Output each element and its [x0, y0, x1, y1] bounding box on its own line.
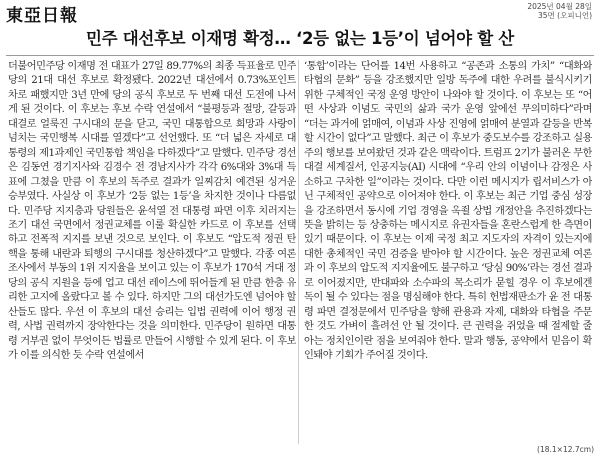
newspaper-masthead: 東亞日報 [6, 6, 78, 26]
article-column-right [304, 60, 592, 444]
article-body-right: ‘통합’이라는 단어를 14번 사용하고 “공존과 소통의 가치” “대화와 타협의 문화” 등을 강조했지만 일방 독주에 대한 우려를 불식시키기 위한 구체적인 국정 운영 방안이 나와야 할 것이다. 이 후보는 또 “어떤 사상과 이념도 국민의 삶과 국가 운영 앞에선 무의미하다”라며 “더는 과거에 얽매여, 이념과 사상 진영에 얽매여 분열과 갈등을 반복할 시간이 없다”고 말했다. 최근 이 후보가 중도보수를 강조하고 실용주의 행보를 보여왔던 것과 같은 맥락이다. 트럼프 2기가 불러온 무한대결 세계질서, 인공지능(AI) 시대에 “우리 안의 이념이나 감정은 사소하고 구차한 일”이라는 것이다. 다만 이런 메시지가 립서비스가 아닌 구체적인 공약으로 이어져야 한다. 이 후보는 최근 기업 중심 성장을 강조하면서 동시에 기업 경영을 옥죌 상법 개정안을 추진하겠다는 뜻을 밝히는 등 상충하는 메시지로 유권자들을 혼란스럽게 한 측면이 있기 때문이다. 이 후보는 이제 국정 최고 지도자의 자격이 있는지에 대한 총체적인 국민 검증을 받아야 할 시간이다. 높은 정권교체 여론과 이 후보의 압도적 지지율에도 불구하고 ‘당심 90%’라는 경선 결과로 이어졌지만, 반대파와 소수파의 목소리가 묻힐 경우 이 후보에겐 독이 될 수 있다는 점을 명심해야 한다. 특히 헌법재판소가 윤 전 대통령 파면 결정문에서 민주당을 향해 관용과 자제, 대화와 타협을 주문한 것도 가벼이 흘려선 안 될 것이다. 큰 권력을 쥐었을 때 절제할 줄 아는 정치인이란 점을 보여줘야 한다. 말과 행동, 공약에서 믿음이 확인돼야 기회가 주어질 것이다. [304, 61, 592, 362]
column-divider [298, 60, 299, 444]
article-body-left: 더불어민주당 이재명 전 대표가 27일 89.77%의 최종 득표율로 민주당의 21대 대선 후보로 확정됐다. 2022년 대선에서 0.73%포인트 차로 패했지만 3년 만에 당의 공식 후보로 두 번째 대선 도전에 나서게 된 것이다. 이 후보는 후보 수락 연설에서 “불평등과 절망, 갈등과 대결로 얼룩진 구시대의 문을 닫고, 국민 대통합으로 희망과 사랑이 넘치는 국민행복 시대를 열겠다”고 선언했다. 또 “더 넓은 자세로 대통령의 제1과제인 국민통합 책임을 다하겠다”고 말했다. 민주당 경선은 김동연 경기지사와 김경수 전 경남지사가 각각 6%대와 3%대 득표에 그쳤을 만큼 이 후보의 독주로 결과가 일찌감치 예견된 싱거운 승부였다. 사실상 이 후보가 ‘2등 없는 1등’을 차지한 것이나 다름없다. 민주당 지지층과 당원들은 윤석열 전 대통령 파면 이후 치러지는 조기 대선 국면에서 정권교체를 이룰 확실한 카드로 이 후보를 선택하고 전폭적 지지를 보낸 것으로 보인다. 이 후보도 “압도적 정권 탄핵을 통해 내란과 퇴행의 구시대를 청산하겠다”고 말했다. 각종 여론조사에서 부동의 1위 지지율을 보이고 있는 이 후보가 170석 거대 정당의 공식 지원을 등에 업고 대선 레이스에 뛰어들게 된 만큼 한층 유리한 고지에 올랐다고 볼 수 있다. 하지만 그의 대선가도엔 넘어야 할 산들도 많다. 우선 이 후보의 대선 승리는 입법 권력에 이어 행정 권력, 사법 권력까지 장악한다는 것을 의미한다. 민주당이 원하면 대통령 거부권 없이 무엇이든 법률로 만들어 시행할 수 있게 된다. 이 후보가 이를 의식한 듯 수락 연설에서 [8, 61, 296, 362]
article-column-left [8, 60, 296, 444]
article-headline: 민주 대선후보 이재명 확정… ‘2등 없는 1등’이 넘어야 할 산 [86, 29, 514, 48]
page-section: 35면 (오피니언) [537, 11, 592, 20]
top-bar [0, 0, 600, 26]
headline-divider [6, 55, 594, 56]
publication-date: 2025년 04월 28일 [527, 2, 592, 11]
clipping-size-note: (18.1×12.7cm) [537, 445, 594, 454]
publication-meta [527, 2, 592, 20]
